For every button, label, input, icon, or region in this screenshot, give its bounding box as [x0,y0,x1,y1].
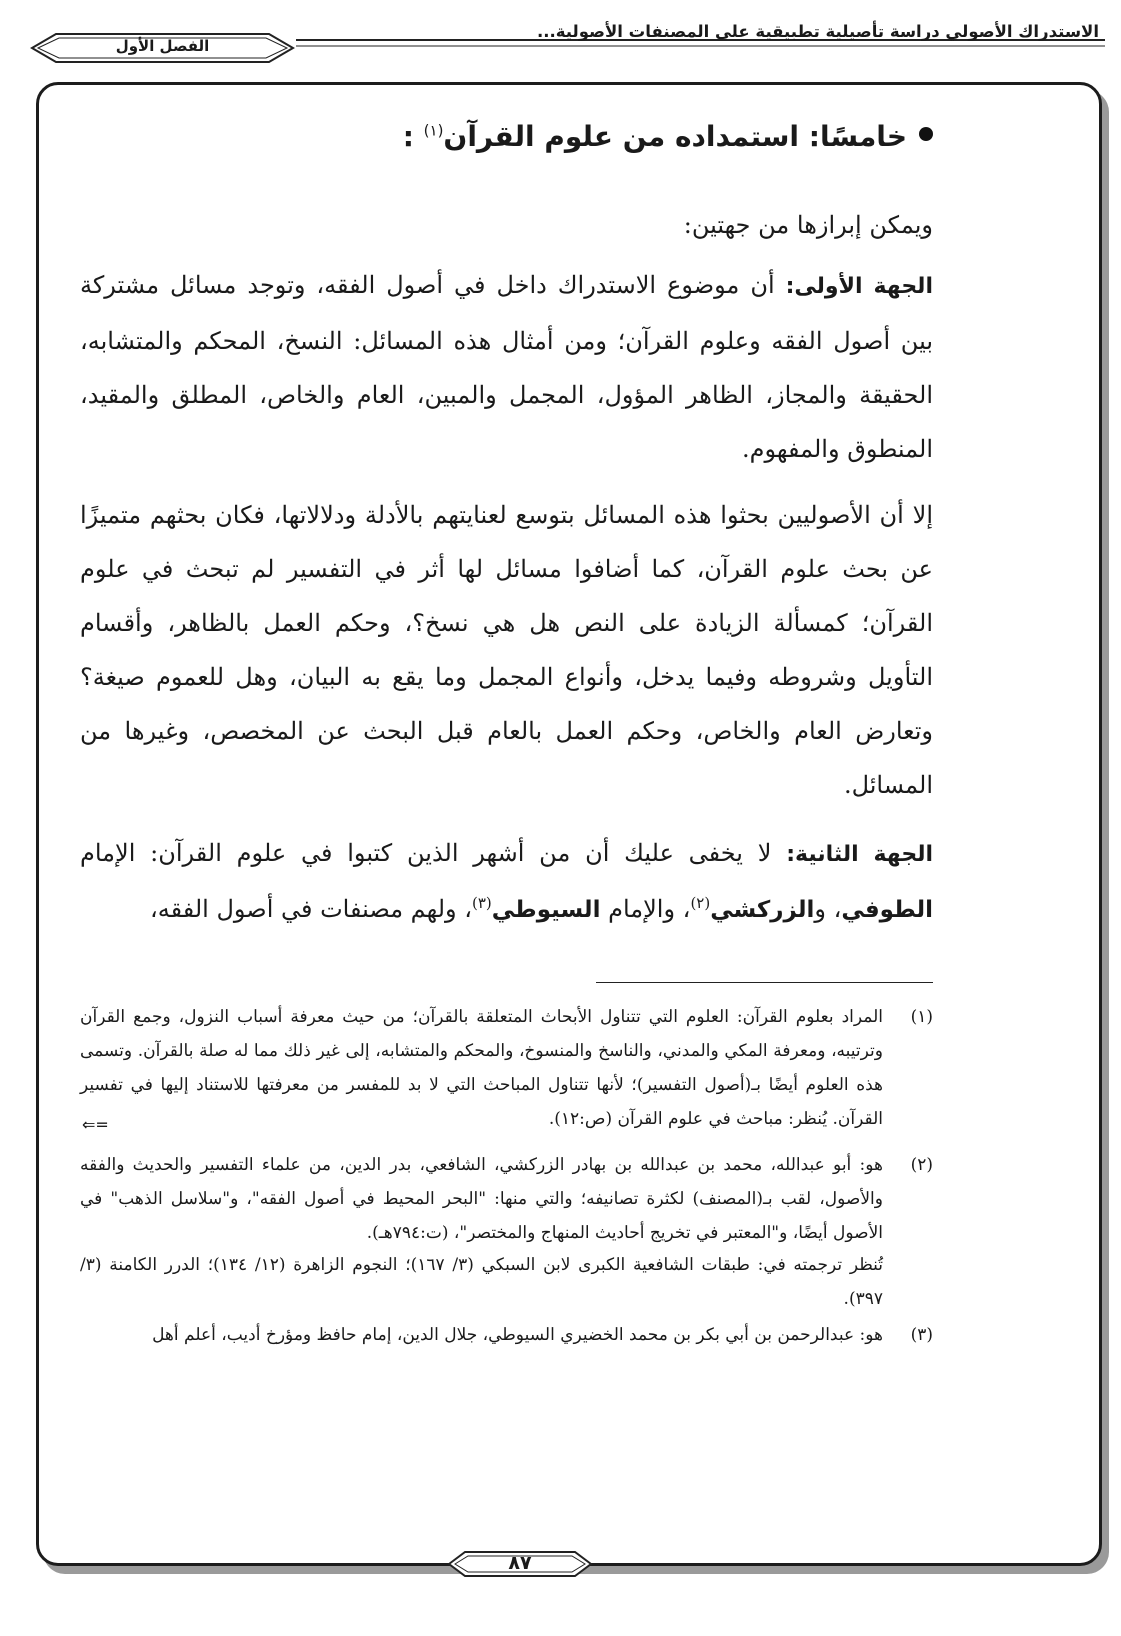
footnote-separator [596,982,933,983]
chapter-tab [30,30,295,66]
chapter-label: الفصل الأول [115,37,210,55]
section-heading [403,120,933,153]
page-number: ٨٧ [508,1552,532,1574]
footnote-2 [80,1148,933,1250]
footnote-ref-3: (٣) [472,894,492,912]
second-aspect-text-c: ، والإمام [600,895,691,923]
intro-paragraph: ويمكن إبرازها من جهتين: [683,211,933,239]
heading-colon: : [402,120,414,153]
page-header [0,0,1121,70]
footnote-2-text: هو: أبو عبدالله، محمد بن عبدالله بن بهادر الزركشي، الشافعي، بدر الدين، من علماء التفسير والحديث والفقه والأصول، لقب بـ(المصنف) لكثرة تصانيفه؛ والتي منها: "البحر المحيط في أصول الفقه"، و"سلاسل الذهب" في الأصول أيضًا، و"المعتبر في تخريج أحاديث المنهاج والمختصر"، (ت:٧٩٤هـ). [80,1155,883,1243]
second-aspect-text-d: ، ولهم مصنفات في أصول الفقه، [149,895,472,923]
footnote-ref-2: (٢) [690,894,711,912]
footnote-1-number: (١) [910,1007,933,1027]
continue-arrow-icon: ⇐= [82,1115,109,1134]
name-zarkashi: الزركشي [710,897,815,923]
section-heading-text: خامسًا: استمداده من علوم القرآن [443,120,907,153]
footnote-3-text: هو: عبدالرحمن بن أبي بكر بن محمد الخضيري السيوطي، جلال الدين، إمام حافظ ومؤرخ أديب، أعلم أهل [152,1325,883,1345]
first-aspect-text: أن موضوع الاستدراك داخل في أصول الفقه، وتوجد مسائل مشتركة بين أصول الفقه وعلوم القرآن؛ ومن أمثال هذه المسائل: النسخ، المحكم والمتشابه، الحقيقة والمجاز، الظاهر المؤول، المجمل والمبين، العام والخاص، المطلق والمقيد، المنطوق والمفهوم. [80,271,933,463]
running-title: الاستدراك الأصولي دراسة تأصيلية تطبيقية على المصنفات الأصولية... [536,22,1099,41]
bullet-icon [919,127,933,141]
paragraph-usul-scholars: إلا أن الأصوليين بحثوا هذه المسائل بتوسع لعنايتهم بالأدلة ودلالاتها، فكان بحثهم متميزًا عن بحث علوم القرآن، كما أضافوا مسائل لها أثر في التفسير لم تبحث في علوم القرآن؛ كمسألة الزيادة على النص هل هي نسخ؟، وحكم العمل بالظاهر، وأقسام التأويل وشروطه وفيما يدخل، وأنواع المجمل وما يقع به البيان، وهل للعموم صيغة؟ وتعارض العام والخاص، وحكم العمل بالعام قبل البحث عن المخصص، وغيرها من المسائل. [80,501,934,799]
footnote-3-number: (٣) [910,1325,933,1345]
footnote-1 [80,1000,933,1136]
name-suyuti: السيوطي [491,897,601,923]
name-tufi: الطوفي [841,897,933,923]
second-aspect-text-b: ، و [814,895,842,923]
second-aspect-text-a: لا يخفى عليك أن من أشهر الذين كتبوا في علوم القرآن: الإمام [80,839,787,867]
footnote-1-text: المراد بعلوم القرآن: العلوم التي تتناول الأبحاث المتعلقة بالقرآن؛ من حيث معرفة أسباب النزول، وجمع القرآن وترتيبه، ومعرفة المكي والمدني، والناسخ والمنسوخ، والمحكم والمتشابه، إلى غير ذلك مما له صلة بالقرآن. وتسمى هذه العلوم أيضًا بـ(أصول التفسير)؛ لأنها تتناول المباحث التي لا بد للمفسر من معرفتها للاستناد إليها في تفسير القرآن. يُنظر: مباحث في علوم القرآن (ص:١٢). [80,1007,883,1129]
footnote-2-number: (٢) [910,1155,933,1175]
first-aspect-lead: الجهة الأولى: [785,274,933,299]
paragraph-second-aspect [80,826,933,937]
second-aspect-lead: الجهة الثانية: [786,842,933,867]
heading-footnote-ref: (١) [423,121,444,140]
paragraph-first-aspect [80,258,933,476]
footnote-2-sources [80,1248,933,1316]
footnote-2-sources-text: تُنظر ترجمته في: طبقات الشافعية الكبرى لابن السبكي (٣/ ١٦٧)؛ النجوم الزاهرة (١٢/ ١٣٤)؛ الدرر الكامنة (٣/ ٣٩٧). [80,1255,884,1309]
footnote-3 [80,1318,933,1352]
page-number-box [447,1549,593,1579]
